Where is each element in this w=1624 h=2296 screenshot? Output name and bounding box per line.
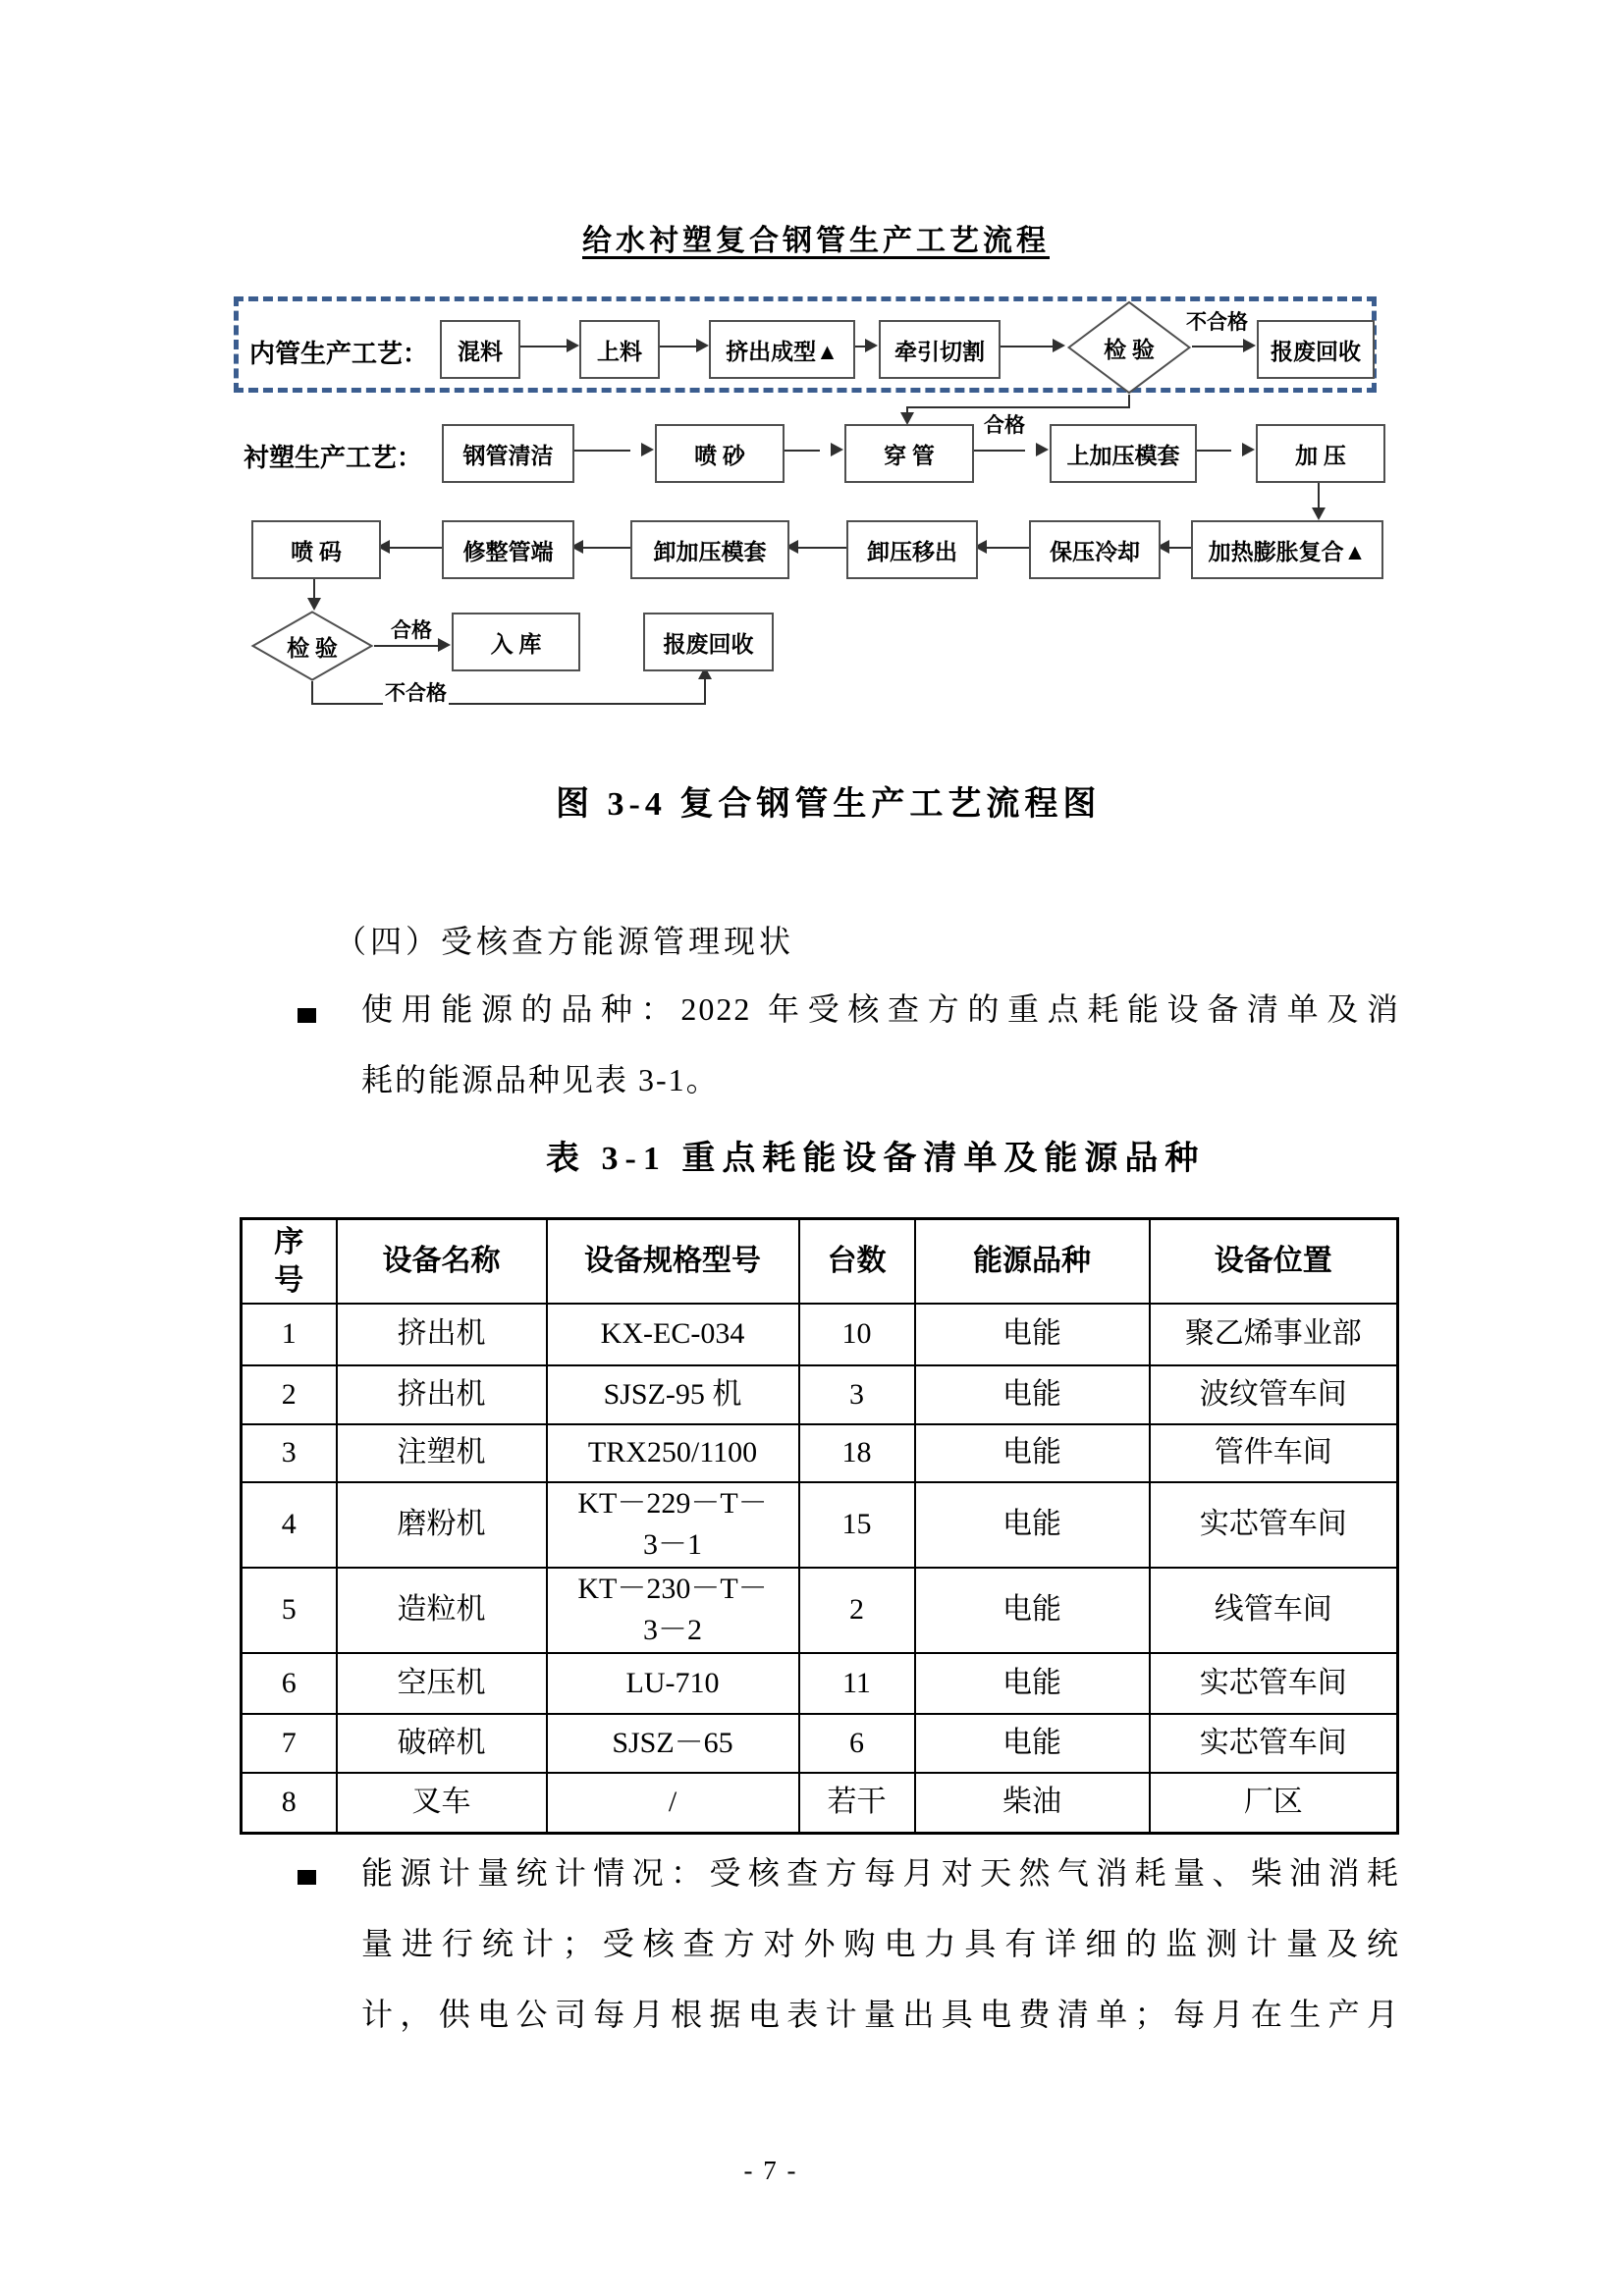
flow-node-label: 卸加压模套 [653, 539, 767, 564]
flow-connector [656, 346, 697, 347]
cell-qty: 15 [799, 1482, 915, 1568]
flow-node-label: 挤出成型▲ [726, 339, 839, 364]
flow-connector [906, 406, 1130, 408]
flow-node-label: 混料 [458, 339, 503, 364]
flow-node-label: 报废回收 [663, 631, 754, 657]
cell-energy: 电能 [915, 1714, 1150, 1773]
cell-name: 叉车 [337, 1773, 547, 1834]
cell-location: 波纹管车间 [1150, 1365, 1398, 1424]
flowchart-title: 给水衬塑复合钢管生产工艺流程 [582, 225, 1050, 257]
flow-connector [311, 681, 313, 705]
flow-connector [1193, 450, 1231, 452]
flow-connector [1192, 346, 1244, 347]
flow-connector [390, 547, 442, 549]
cell-model: KT－230－T－ 3－2 [547, 1568, 799, 1653]
cell-name: 注塑机 [337, 1424, 547, 1482]
cell-location: 实芯管车间 [1150, 1714, 1398, 1773]
col-header-no: 序号 [242, 1219, 337, 1304]
flow-node-extrusion [709, 320, 855, 379]
equipment-table [240, 1217, 1399, 1835]
cell-model: LU-710 [547, 1653, 799, 1714]
cell-model: KT－229－T－ 3－1 [547, 1482, 799, 1568]
cell-location: 实芯管车间 [1150, 1653, 1398, 1714]
table-title: 表 3-1 重点耗能设备清单及能源品种 [546, 1141, 1206, 1177]
flow-connector [583, 547, 630, 549]
flow-connector [798, 547, 846, 549]
cell-qty: 10 [799, 1304, 915, 1365]
flow-node-label: 穿 管 [884, 443, 935, 468]
flow-node-pipe-clean [442, 424, 574, 483]
table-row [242, 1424, 1398, 1482]
equipment-table-body [242, 1219, 1398, 1834]
cell-location: 实芯管车间 [1150, 1482, 1398, 1568]
cell-location: 聚乙烯事业部 [1150, 1304, 1398, 1365]
arrow-right-icon [831, 443, 843, 456]
arrow-right-icon [641, 443, 654, 456]
cell-qty: 若干 [799, 1773, 915, 1834]
flow-node-trim-end [442, 520, 574, 579]
cell-no: 6 [242, 1653, 337, 1714]
flow-node-pressurize [1256, 424, 1385, 483]
row2-process-label: 衬塑生产工艺： [244, 444, 423, 472]
cell-no: 3 [242, 1424, 337, 1482]
bullet1-line2: 耗的能源品种见表 3-1。 [361, 1062, 720, 1097]
cell-energy: 电能 [915, 1482, 1150, 1568]
table-row [242, 1568, 1398, 1653]
flow-connector [987, 547, 1029, 549]
cell-location: 管件车间 [1150, 1424, 1398, 1482]
cell-location: 线管车间 [1150, 1568, 1398, 1653]
flow-node-scrap-1 [1257, 320, 1375, 379]
flow-node-mount-mold [1050, 424, 1197, 483]
table-row [242, 1653, 1398, 1714]
edge-label-fail-2: 不合格 [383, 677, 449, 707]
flow-connector [997, 346, 1054, 347]
cell-name: 磨粉机 [337, 1482, 547, 1568]
table-header-row [242, 1219, 1398, 1304]
flow-node-label: 检 验 [1104, 337, 1155, 362]
edge-label-pass-1: 合格 [982, 409, 1027, 439]
flow-node-insert-pipe [844, 424, 974, 483]
flow-node-scrap-2 [643, 613, 774, 671]
flow-node-traction-cut [879, 320, 1001, 379]
cell-model: KX-EC-034 [547, 1304, 799, 1365]
col-header-name: 设备名称 [337, 1219, 547, 1304]
arrow-right-icon [1242, 443, 1255, 456]
flow-node-label: 牵引切割 [894, 339, 985, 364]
figure-caption: 图 3-4 复合钢管生产工艺流程图 [556, 786, 1102, 823]
flow-node-warehouse [452, 613, 580, 671]
cell-no: 5 [242, 1568, 337, 1653]
col-header-qty: 台数 [799, 1219, 915, 1304]
col-header-energy: 能源品种 [915, 1219, 1150, 1304]
cell-qty: 6 [799, 1714, 915, 1773]
flow-node-heat-expand [1191, 520, 1383, 579]
bullet2-line3: 计，供电公司每月根据电表计量出具电费清单；每月在生产月 [361, 1997, 1400, 2032]
table-row [242, 1714, 1398, 1773]
flow-node-inspect-2 [250, 611, 374, 681]
flow-node-label: 报废回收 [1271, 339, 1361, 364]
cell-qty: 2 [799, 1568, 915, 1653]
arrow-right-icon [1036, 443, 1049, 456]
arrow-right-icon [567, 339, 579, 352]
table-row [242, 1304, 1398, 1365]
arrow-down-icon [307, 598, 321, 611]
cell-no: 2 [242, 1365, 337, 1424]
cell-no: 8 [242, 1773, 337, 1834]
table-row [242, 1773, 1398, 1834]
cell-no: 4 [242, 1482, 337, 1568]
cell-qty: 18 [799, 1424, 915, 1482]
edge-label-pass-2: 合格 [389, 614, 434, 644]
flow-connector [374, 645, 439, 647]
cell-name: 挤出机 [337, 1365, 547, 1424]
arrow-right-icon [696, 339, 709, 352]
flow-node-hold-cool [1029, 520, 1161, 579]
flow-node-inspect-1 [1066, 300, 1192, 395]
bullet-square-icon [298, 1008, 316, 1023]
flow-connector [970, 450, 1025, 452]
flow-node-label: 上料 [597, 339, 642, 364]
cell-qty: 11 [799, 1653, 915, 1714]
arrow-down-icon [1312, 507, 1326, 520]
flow-node-label: 保压冷却 [1050, 539, 1140, 564]
cell-model: SJSZ-95 机 [547, 1365, 799, 1424]
cell-energy: 电能 [915, 1304, 1150, 1365]
bullet1-line1: 使用能源的品种：2022 年受核查方的重点耗能设备清单及消 [361, 991, 1400, 1027]
flow-node-label: 上加压模套 [1066, 443, 1180, 468]
flow-connector [1318, 479, 1320, 507]
flow-connector [570, 450, 630, 452]
cell-energy: 电能 [915, 1653, 1150, 1714]
arrow-right-icon [1053, 339, 1065, 352]
cell-model: TRX250/1100 [547, 1424, 799, 1482]
cell-name: 空压机 [337, 1653, 547, 1714]
table-row [242, 1365, 1398, 1424]
arrow-right-icon [438, 638, 451, 652]
cell-name: 破碎机 [337, 1714, 547, 1773]
cell-model: / [547, 1773, 799, 1834]
cell-qty: 3 [799, 1365, 915, 1424]
cell-energy: 电能 [915, 1365, 1150, 1424]
flow-connector [781, 450, 820, 452]
flow-node-label: 入 库 [490, 631, 542, 657]
page-number: - 7 - [743, 2156, 798, 2185]
edge-label-fail-1: 不合格 [1184, 306, 1250, 336]
cell-location: 厂区 [1150, 1773, 1398, 1834]
flow-connector [311, 703, 706, 705]
flow-node-label: 喷 码 [291, 539, 342, 564]
bullet2-line2: 量进行统计；受核查方对外购电力具有详细的监测计量及统 [361, 1926, 1400, 1961]
flow-node-code-spray [251, 520, 381, 579]
cell-energy: 电能 [915, 1568, 1150, 1653]
flow-node-feeding [579, 320, 660, 379]
section-heading: （四）受核查方能源管理现状 [335, 924, 795, 959]
flow-node-unmount-mold [630, 520, 789, 579]
row1-process-label: 内管生产工艺： [249, 340, 429, 368]
arrow-right-icon [1243, 339, 1256, 352]
flow-node-label: 卸压移出 [867, 539, 957, 564]
flow-connector [1169, 547, 1191, 549]
cell-energy: 电能 [915, 1424, 1150, 1482]
table-row [242, 1482, 1398, 1568]
cell-model: SJSZ－65 [547, 1714, 799, 1773]
cell-no: 7 [242, 1714, 337, 1773]
col-header-model: 设备规格型号 [547, 1219, 799, 1304]
cell-energy: 柴油 [915, 1773, 1150, 1834]
flow-node-label: 加热膨胀复合▲ [1208, 539, 1367, 564]
cell-name: 造粒机 [337, 1568, 547, 1653]
bullet-square-icon [298, 1870, 316, 1885]
cell-name: 挤出机 [337, 1304, 547, 1365]
flow-connector [516, 346, 568, 347]
flow-node-label: 修整管端 [462, 539, 554, 564]
flow-connector [704, 679, 706, 705]
flow-node-label: 喷 砂 [694, 443, 745, 468]
flow-node-mixing [440, 320, 520, 379]
col-header-location: 设备位置 [1150, 1219, 1398, 1304]
arrow-right-icon [865, 339, 878, 352]
flow-node-label: 检 验 [287, 635, 338, 661]
flow-node-depressurize [846, 520, 978, 579]
cell-no: 1 [242, 1304, 337, 1365]
flow-node-label: 钢管清洁 [462, 443, 554, 468]
bullet2-line1: 能源计量统计情况：受核查方每月对天然气消耗量、柴油消耗 [361, 1855, 1400, 1891]
flow-node-label: 加 压 [1295, 443, 1346, 468]
flow-node-sandblast [655, 424, 785, 483]
